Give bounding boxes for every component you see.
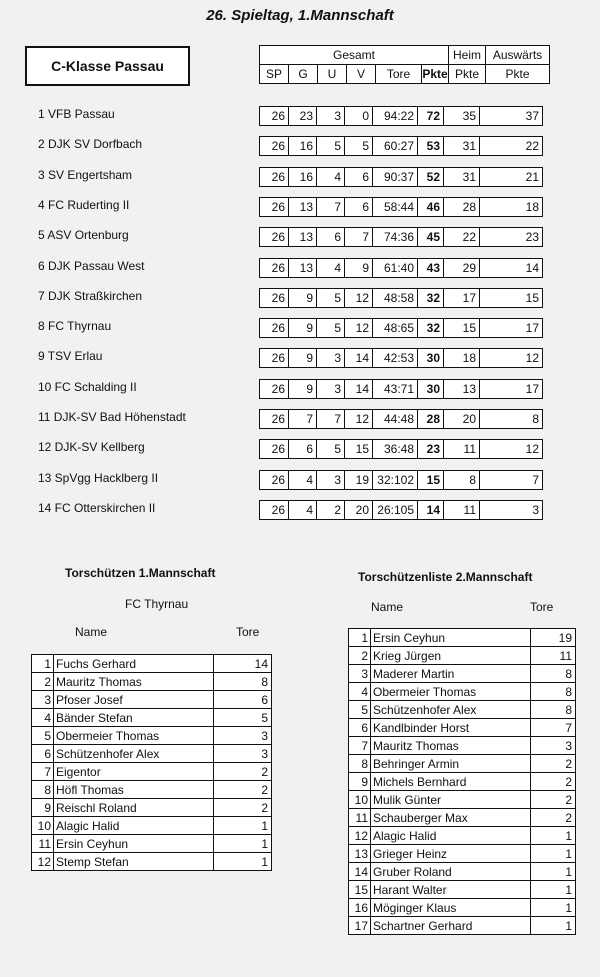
page-title: 26. Spieltag, 1.Mannschaft	[206, 7, 394, 24]
scorer-row	[349, 899, 576, 917]
scorer-goals: 2	[214, 781, 272, 799]
scorer-row	[32, 727, 272, 745]
standings-row	[259, 136, 543, 156]
header-pkte: Pkte	[422, 65, 449, 84]
team-name: 12 DJK-SV Kellberg	[38, 440, 145, 455]
scorer-name: Schartner Gerhard	[371, 917, 531, 935]
cell-u: 4	[316, 259, 344, 277]
scorer-name: Mauritz Thomas	[54, 673, 214, 691]
cell-v: 12	[344, 319, 372, 337]
cell-u: 5	[316, 319, 344, 337]
scorer-row	[32, 781, 272, 799]
scorer-name: Michels Bernhard	[371, 773, 531, 791]
scorer-goals: 1	[531, 917, 576, 935]
cell-aus: 12	[479, 349, 542, 367]
cell-v: 14	[344, 380, 372, 398]
scorer-row	[349, 773, 576, 791]
scorer-name: Bänder Stefan	[54, 709, 214, 727]
cell-heim: 11	[443, 440, 479, 458]
cell-pkte: 15	[417, 471, 443, 489]
cell-v: 20	[344, 501, 372, 519]
scorer-name: Möginger Klaus	[371, 899, 531, 917]
cell-g: 23	[288, 107, 316, 125]
scorer-goals: 3	[214, 745, 272, 763]
cell-heim: 31	[443, 137, 479, 155]
cell-pkte: 72	[417, 107, 443, 125]
scorer-rank: 9	[32, 799, 54, 817]
standings-row	[259, 167, 543, 187]
scorer-name: Mauritz Thomas	[371, 737, 531, 755]
cell-v: 12	[344, 289, 372, 307]
scorer-rank: 12	[32, 853, 54, 871]
cell-sp: 26	[271, 442, 285, 457]
scorer-name: Grieger Heinz	[371, 845, 531, 863]
cell-g: 13	[288, 228, 316, 246]
scorer-row	[32, 799, 272, 817]
cell-u: 4	[316, 168, 344, 186]
scorer-row	[32, 835, 272, 853]
team-name: 1 VFB Passau	[38, 107, 115, 121]
scorer-name: Schützenhofer Alex	[54, 745, 214, 763]
header-v: V	[347, 65, 376, 84]
cell-g: 16	[288, 137, 316, 155]
cell-sp: 26	[271, 199, 285, 214]
scorer-goals: 3	[531, 737, 576, 755]
scorers2-title: Torschützenliste 2.Mannschaft	[358, 570, 533, 584]
cell-tore: 61:40	[372, 259, 417, 277]
cell-sp: 26	[271, 321, 285, 336]
scorer-row	[32, 853, 272, 871]
cell-heim: 11	[443, 501, 479, 519]
cell-heim: 8	[443, 471, 479, 489]
scorer-goals: 6	[214, 691, 272, 709]
scorer-goals: 1	[531, 845, 576, 863]
scorers1-table	[31, 654, 272, 871]
league-name-box	[25, 46, 190, 86]
cell-tore: 42:53	[372, 349, 417, 367]
scorer-row	[349, 791, 576, 809]
cell-g: 6	[288, 440, 316, 458]
team-name: 6 DJK Passau West	[38, 258, 145, 273]
cell-sp: 26	[271, 169, 285, 184]
scorer-goals: 2	[531, 791, 576, 809]
scorer-row	[32, 745, 272, 763]
scorer-rank: 4	[349, 683, 371, 701]
scorer-rank: 3	[349, 665, 371, 683]
cell-g: 4	[288, 471, 316, 489]
cell-pkte: 52	[417, 168, 443, 186]
standings-row	[259, 470, 543, 490]
cell-u: 2	[316, 501, 344, 519]
header-tore: Tore	[376, 65, 422, 84]
scorer-row	[349, 629, 576, 647]
scorer-row	[349, 917, 576, 935]
cell-pkte: 30	[417, 349, 443, 367]
team-name: 11 DJK-SV Bad Höhenstadt	[38, 410, 186, 424]
team-name: 13 SpVgg Hacklberg II	[38, 470, 159, 485]
scorer-name: Reischl Roland	[54, 799, 214, 817]
scorer-rank: 5	[349, 701, 371, 719]
cell-g: 9	[288, 319, 316, 337]
cell-pkte: 43	[417, 259, 443, 277]
cell-tore: 90:37	[372, 168, 417, 186]
scorer-name: Höfl Thomas	[54, 781, 214, 799]
standings-row	[259, 288, 543, 308]
cell-v: 9	[344, 259, 372, 277]
cell-v: 19	[344, 471, 372, 489]
scorer-name: Mulik Günter	[371, 791, 531, 809]
cell-tore: 60:27	[372, 137, 417, 155]
cell-heim: 20	[443, 410, 479, 428]
cell-aus: 3	[479, 501, 542, 519]
cell-u: 3	[316, 471, 344, 489]
scorer-name: Schützenhofer Alex	[371, 701, 531, 719]
scorer-rank: 7	[349, 737, 371, 755]
scorer-goals: 1	[214, 853, 272, 871]
cell-u: 5	[316, 137, 344, 155]
scorer-row	[349, 755, 576, 773]
team-name: 9 TSV Erlau	[38, 349, 103, 364]
scorer-rank: 8	[32, 781, 54, 799]
cell-u: 6	[316, 228, 344, 246]
scorers1-club: FC Thyrnau	[125, 597, 189, 611]
cell-aus: 7	[479, 471, 542, 489]
scorer-rank: 13	[349, 845, 371, 863]
standings-row	[259, 439, 543, 459]
scorer-rank: 1	[32, 655, 54, 673]
cell-sp: 26	[271, 381, 285, 396]
scorers2-col-name: Name	[371, 600, 404, 614]
cell-heim: 13	[443, 380, 479, 398]
scorer-rank: 11	[349, 809, 371, 827]
cell-pkte: 32	[417, 319, 443, 337]
standings-row	[259, 227, 543, 247]
scorer-rank: 7	[32, 763, 54, 781]
cell-u: 3	[316, 107, 344, 125]
cell-pkte: 23	[417, 440, 443, 458]
scorer-rank: 8	[349, 755, 371, 773]
cell-v: 14	[344, 349, 372, 367]
cell-g: 7	[288, 410, 316, 428]
standings-row	[259, 379, 543, 399]
cell-v: 15	[344, 440, 372, 458]
scorer-row	[349, 701, 576, 719]
scorer-rank: 10	[32, 817, 54, 835]
scorer-name: Schauberger Max	[371, 809, 531, 827]
cell-g: 13	[288, 198, 316, 216]
scorer-goals: 1	[531, 899, 576, 917]
cell-tore: 58:44	[372, 198, 417, 216]
team-name: 10 FC Schalding II	[38, 379, 137, 394]
cell-v: 6	[344, 198, 372, 216]
standings-row	[259, 106, 543, 126]
cell-pkte: 45	[417, 228, 443, 246]
scorer-rank: 6	[349, 719, 371, 737]
scorer-rank: 14	[349, 863, 371, 881]
header-g: G	[289, 65, 318, 84]
scorer-rank: 2	[349, 647, 371, 665]
league-name: C-Klasse Passau	[51, 58, 164, 74]
scorer-rank: 10	[349, 791, 371, 809]
cell-tore: 32:102	[372, 471, 417, 489]
scorer-row	[32, 709, 272, 727]
team-name: 5 ASV Ortenburg	[38, 228, 129, 243]
cell-sp: 26	[271, 412, 285, 426]
scorer-goals: 19	[531, 629, 576, 647]
header-u: U	[318, 65, 347, 84]
cell-g: 16	[288, 168, 316, 186]
scorer-name: Alagic Halid	[371, 827, 531, 845]
cell-aus: 18	[479, 198, 542, 216]
scorer-name: Harant Walter	[371, 881, 531, 899]
scorer-goals: 1	[531, 827, 576, 845]
cell-tore: 26:105	[372, 501, 417, 519]
scorer-row	[349, 809, 576, 827]
cell-heim: 35	[443, 107, 479, 125]
cell-g: 9	[288, 380, 316, 398]
cell-heim: 28	[443, 198, 479, 216]
cell-g: 9	[288, 349, 316, 367]
scorer-name: Obermeier Thomas	[54, 727, 214, 745]
scorers2-col-goals: Tore	[530, 600, 554, 614]
scorer-name: Stemp Stefan	[54, 853, 214, 871]
scorer-goals: 2	[531, 809, 576, 827]
scorer-goals: 1	[214, 835, 272, 853]
scorer-name: Fuchs Gerhard	[54, 655, 214, 673]
scorers2-table	[348, 628, 576, 935]
team-name: 2 DJK SV Dorfbach	[38, 137, 143, 152]
cell-heim: 18	[443, 349, 479, 367]
cell-aus: 21	[479, 168, 542, 186]
standings-row	[259, 318, 543, 338]
cell-sp: 26	[271, 230, 285, 245]
cell-heim: 17	[443, 289, 479, 307]
cell-sp: 26	[271, 109, 285, 123]
cell-tore: 74:36	[372, 228, 417, 246]
scorer-goals: 2	[531, 755, 576, 773]
scorer-goals: 2	[214, 763, 272, 781]
cell-g: 9	[288, 289, 316, 307]
cell-tore: 48:58	[372, 289, 417, 307]
cell-v: 6	[344, 168, 372, 186]
header-sp: SP	[260, 65, 289, 84]
scorer-row	[349, 737, 576, 755]
cell-sp: 26	[271, 260, 285, 275]
standings-row	[259, 500, 543, 520]
scorer-name: Eigentor	[54, 763, 214, 781]
scorer-rank: 16	[349, 899, 371, 917]
cell-pkte: 14	[417, 501, 443, 519]
header-gesamt: Gesamt	[260, 46, 449, 65]
cell-heim: 29	[443, 259, 479, 277]
cell-heim: 22	[443, 228, 479, 246]
header-auswaerts: Auswärts	[486, 46, 550, 65]
scorer-rank: 17	[349, 917, 371, 935]
scorer-row	[349, 683, 576, 701]
cell-aus: 12	[479, 440, 542, 458]
cell-v: 0	[344, 107, 372, 125]
team-name: 4 FC Ruderting II	[38, 197, 130, 212]
scorer-goals: 1	[531, 881, 576, 899]
scorer-rank: 3	[32, 691, 54, 709]
team-name: 14 FC Otterskirchen II	[38, 500, 156, 515]
cell-aus: 17	[479, 319, 542, 337]
cell-tore: 43:71	[372, 380, 417, 398]
scorer-rank: 12	[349, 827, 371, 845]
scorer-row	[32, 817, 272, 835]
scorer-goals: 2	[531, 773, 576, 791]
scorers1-col-goals: Tore	[236, 625, 260, 639]
cell-sp: 26	[271, 502, 285, 517]
scorer-rank: 6	[32, 745, 54, 763]
scorer-goals: 14	[214, 655, 272, 673]
header-heim-pkte: Pkte	[449, 65, 486, 84]
standings-row	[259, 348, 543, 368]
header-aus-pkte: Pkte	[486, 65, 550, 84]
scorer-goals: 1	[214, 817, 272, 835]
cell-sp: 26	[271, 351, 285, 366]
cell-tore: 44:48	[372, 410, 417, 428]
scorer-name: Maderer Martin	[371, 665, 531, 683]
scorer-rank: 11	[32, 835, 54, 853]
cell-sp: 26	[271, 139, 285, 154]
scorer-row	[32, 655, 272, 673]
scorer-rank: 4	[32, 709, 54, 727]
cell-u: 7	[316, 410, 344, 428]
scorer-name: Ersin Ceyhun	[54, 835, 214, 853]
cell-u: 3	[316, 349, 344, 367]
standings-row	[259, 409, 543, 429]
scorer-goals: 8	[214, 673, 272, 691]
scorer-name: Behringer Armin	[371, 755, 531, 773]
cell-aus: 23	[479, 228, 542, 246]
scorer-row	[32, 673, 272, 691]
scorer-row	[349, 881, 576, 899]
scorer-row	[349, 665, 576, 683]
scorer-name: Alagic Halid	[54, 817, 214, 835]
cell-g: 4	[288, 501, 316, 519]
scorer-rank: 15	[349, 881, 371, 899]
cell-heim: 31	[443, 168, 479, 186]
cell-pkte: 28	[417, 410, 443, 428]
scorer-goals: 3	[214, 727, 272, 745]
cell-heim: 15	[443, 319, 479, 337]
cell-u: 7	[316, 198, 344, 216]
cell-tore: 36:48	[372, 440, 417, 458]
standings-row	[259, 258, 543, 278]
scorer-row	[349, 827, 576, 845]
cell-v: 7	[344, 228, 372, 246]
scorer-name: Gruber Roland	[371, 863, 531, 881]
scorers1-col-name: Name	[75, 625, 108, 639]
team-name: 3 SV Engertsham	[38, 167, 133, 182]
scorer-row	[32, 691, 272, 709]
scorer-rank: 5	[32, 727, 54, 745]
scorer-row	[349, 845, 576, 863]
scorer-row	[349, 647, 576, 665]
scorer-goals: 7	[531, 719, 576, 737]
cell-u: 5	[316, 289, 344, 307]
cell-u: 5	[316, 440, 344, 458]
scorer-goals: 11	[531, 647, 576, 665]
standings-row	[259, 197, 543, 217]
cell-v: 5	[344, 137, 372, 155]
scorer-name: Ersin Ceyhun	[371, 629, 531, 647]
scorer-name: Krieg Jürgen	[371, 647, 531, 665]
team-name: 7 DJK Straßkirchen	[38, 288, 143, 303]
scorer-goals: 2	[214, 799, 272, 817]
scorer-name: Pfoser Josef	[54, 691, 214, 709]
cell-v: 12	[344, 410, 372, 428]
cell-tore: 94:22	[372, 107, 417, 125]
scorer-rank: 2	[32, 673, 54, 691]
header-heim: Heim	[449, 46, 486, 65]
scorer-name: Obermeier Thomas	[371, 683, 531, 701]
team-name: 8 FC Thyrnau	[38, 319, 112, 334]
cell-pkte: 32	[417, 289, 443, 307]
cell-aus: 14	[479, 259, 542, 277]
scorer-row	[349, 719, 576, 737]
cell-pkte: 53	[417, 137, 443, 155]
cell-tore: 48:65	[372, 319, 417, 337]
cell-pkte: 46	[417, 198, 443, 216]
scorer-name: Kandlbinder Horst	[371, 719, 531, 737]
cell-aus: 17	[479, 380, 542, 398]
cell-sp: 26	[271, 290, 285, 305]
cell-aus: 15	[479, 289, 542, 307]
scorer-goals: 1	[531, 863, 576, 881]
scorers1-title: Torschützen 1.Mannschaft	[65, 566, 216, 580]
cell-aus: 37	[479, 107, 542, 125]
scorer-rank: 1	[349, 629, 371, 647]
scorer-goals: 5	[214, 709, 272, 727]
scorer-goals: 8	[531, 701, 576, 719]
cell-sp: 26	[271, 472, 285, 487]
scorer-row	[32, 763, 272, 781]
standings-header	[259, 45, 550, 84]
cell-aus: 8	[479, 410, 542, 428]
scorer-goals: 8	[531, 683, 576, 701]
scorer-goals: 8	[531, 665, 576, 683]
cell-g: 13	[288, 259, 316, 277]
cell-pkte: 30	[417, 380, 443, 398]
scorer-row	[349, 863, 576, 881]
cell-u: 3	[316, 380, 344, 398]
cell-aus: 22	[479, 137, 542, 155]
scorer-rank: 9	[349, 773, 371, 791]
